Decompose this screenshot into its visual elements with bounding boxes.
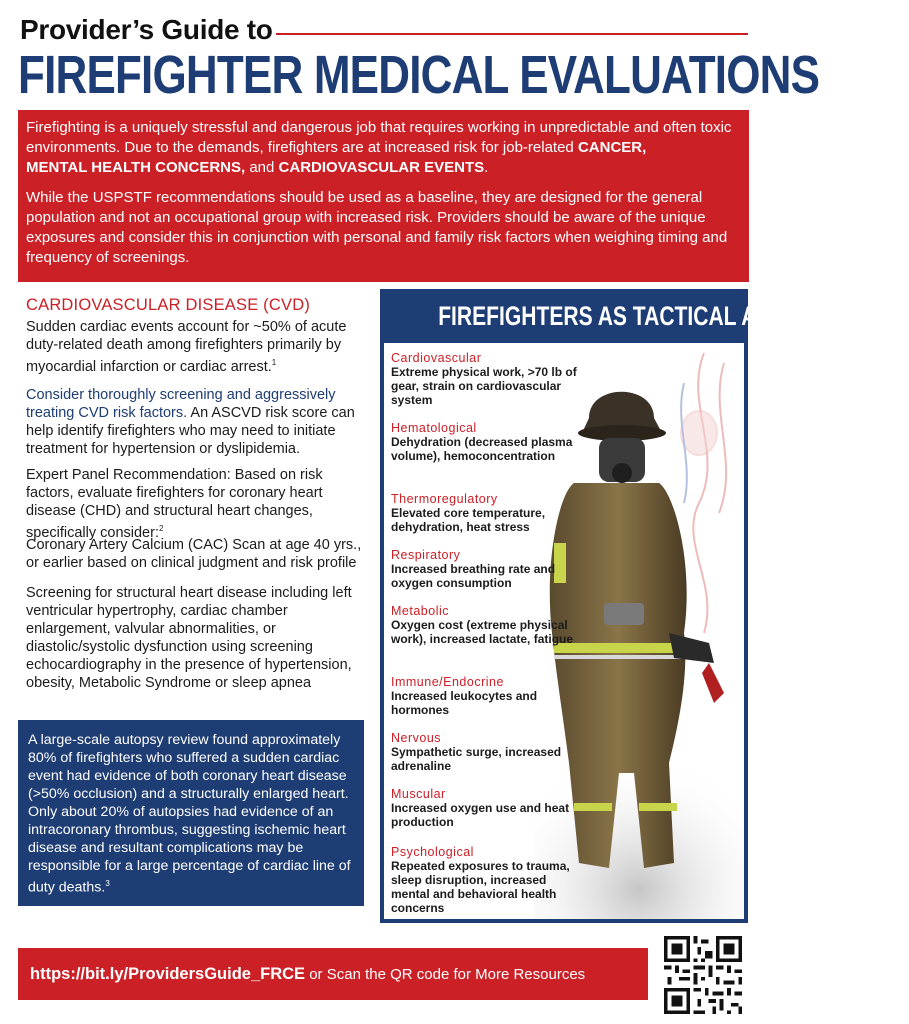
category-metabolic [391, 604, 581, 646]
cvd-p2-text: An ASCVD risk score can help identify firefighters who may need to initiate treatment for hypertension or dyslipidemia. [26, 405, 355, 457]
category-respiratory [391, 548, 581, 590]
category-nervous [391, 731, 581, 773]
tactical-content [384, 343, 744, 919]
autopsy-text: A large-scale autopsy review found approximately 80% of firefighters who suffered a sudden cardiac event had evidence of both coronary heart disease (>50% occlusion) and a structurally enlarged heart. Only about 20% of autopsies had evidence of an intracoronary thrombus, suggesting ischemic heart disease and resultant complications may be responsible for a large percentage of cardiac line of duty deaths. [28, 732, 351, 896]
title-divider [276, 33, 748, 35]
category-name: Nervous [391, 731, 442, 745]
category-thermoregulatory [391, 492, 581, 534]
tactical-heading [380, 289, 851, 343]
intro-box [18, 110, 749, 282]
category-description: Repeated exposures to trauma, sleep disruption, increased mental and behavioral health concerns [391, 859, 570, 915]
autopsy-box [18, 720, 364, 906]
intro-cancer-emphasis: CANCER, [577, 139, 647, 156]
cvd-p2-emphasis: Consider thoroughly screening and aggressively treating CVD risk factors. [26, 387, 336, 421]
cvd-paragraph-3 [26, 466, 370, 542]
category-psychological [391, 845, 581, 915]
category-description: Dehydration (decreased plasma volume), hemoconcentration [391, 435, 573, 463]
category-description: Oxygen cost (extreme physical work), increased lactate, fatigue [391, 618, 574, 646]
category-description: Elevated core temperature, dehydration, heat stress [391, 506, 546, 534]
cvd-structural-recommendation: Screening for structural heart disease including left ventricular hypertrophy, cardiac chamber enlargement, valvular abnormalities, or diastolic/systolic dysfunction using screening echocardiography in the presence of hypertension, obesity, Metabolic Syndrome or sleep apnea [26, 585, 352, 691]
anatomy-background [681, 353, 726, 633]
intro-paragraph-1 [26, 118, 741, 178]
intro-period: . [484, 159, 489, 176]
footer-bar [18, 948, 648, 1000]
category-muscular [391, 787, 581, 829]
category-name: Cardiovascular [391, 351, 482, 365]
category-name: Immune/Endocrine [391, 675, 504, 689]
cvd-paragraph-1 [26, 318, 370, 376]
category-description: Increased oxygen use and heat production [391, 801, 570, 829]
cvd-p3-text: Expert Panel Recommendation: Based on risk factors, evaluate firefighters for coronary heart disease (CHD) and structural heart changes, specifically consider: [26, 467, 323, 541]
title-top: Provider’s Guide to [20, 14, 273, 45]
intro-cardio-emphasis: CARDIOVASCULAR EVENTS [278, 159, 485, 176]
category-description: Extreme physical work, >70 lb of gear, strain on cardiovascular system [391, 365, 577, 407]
category-name: Muscular [391, 787, 446, 801]
category-hematological [391, 421, 581, 463]
category-name: Respiratory [391, 548, 461, 562]
category-description: Increased leukocytes and hormones [391, 689, 538, 717]
intro-paragraph-2: While the USPSTF recommendations should be used as a baseline, they are designed for the general population and not an occupational group with increased risk. Providers should be aware of the unique exposures and consider this in conjunction with personal and family risk factors when weighing timing and frequency of screenings. [26, 189, 728, 266]
cvd-cac-recommendation: Coronary Artery Calcium (CAC) Scan at age 40 yrs., or earlier based on clinical judgment and risk profile [26, 537, 362, 571]
reference-1: 1 [271, 358, 277, 367]
resources-link[interactable]: https://bit.ly/ProvidersGuide_FRCE [30, 965, 306, 983]
cvd-paragraph-2 [26, 386, 370, 458]
intro-text: Firefighting is a uniquely stressful and dangerous job that requires working in unpredictable and often toxic environments. Due to the demands, firefighters are at increased risk for job-related [26, 119, 732, 156]
page-title: FIREFIGHTER MEDICAL EVALUATIONS [18, 45, 820, 105]
reference-2: 2 [158, 524, 164, 533]
category-name: Psychological [391, 845, 474, 859]
category-description: Sympathetic surge, increased adrenaline [391, 745, 562, 773]
cvd-p1-text: Sudden cardiac events account for ~50% of acute duty-related death among firefighters primarily by myocardial infarction or cardiac arrest. [26, 319, 347, 375]
tactical-heading-text: FIREFIGHTERS AS TACTICAL ATHLETES [438, 301, 851, 331]
cvd-heading: CARDIOVASCULAR DISEASE (CVD) [26, 296, 311, 314]
intro-and: and [245, 159, 279, 176]
category-name: Metabolic [391, 604, 449, 618]
category-description: Increased breathing rate and oxygen consumption [391, 562, 556, 590]
tactical-athletes-panel [380, 289, 851, 923]
category-name: Thermoregulatory [391, 492, 498, 506]
reference-3: 3 [105, 879, 110, 888]
qr-code-icon[interactable] [664, 936, 742, 1014]
footer-text: or Scan the QR code for More Resources [305, 966, 586, 983]
category-immune-endocrine [391, 675, 581, 717]
category-name: Hematological [391, 421, 477, 435]
category-cardiovascular [391, 351, 581, 407]
intro-mental-emphasis: MENTAL HEALTH CONCERNS, [26, 159, 246, 176]
